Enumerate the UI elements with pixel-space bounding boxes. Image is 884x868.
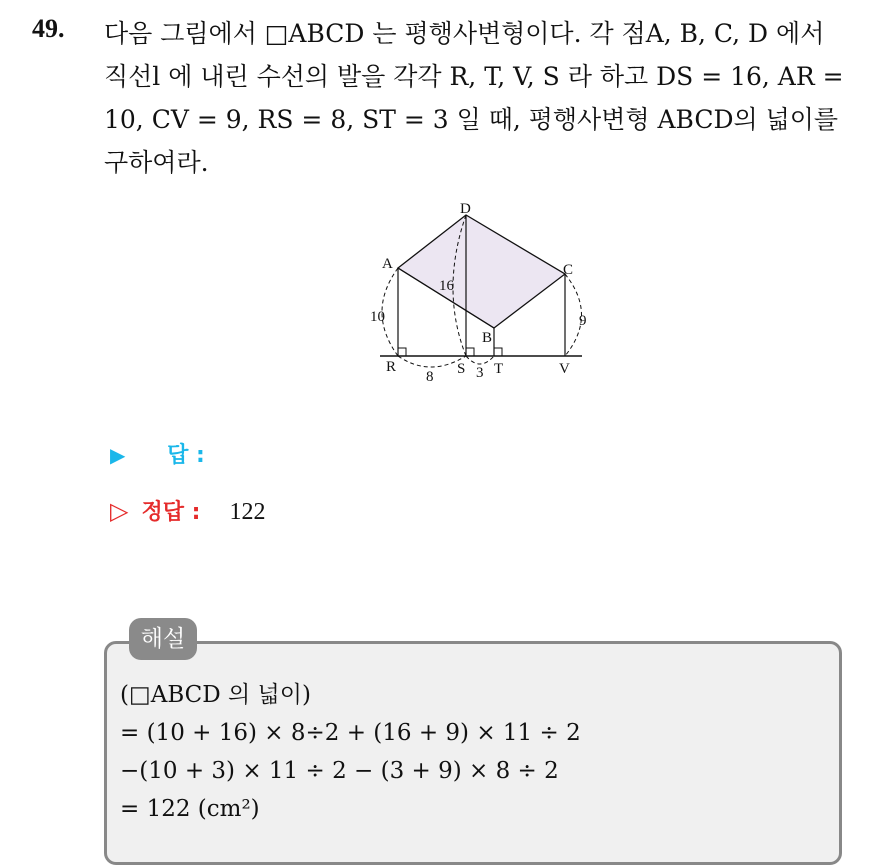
solution-text: [120, 676, 581, 828]
question-line: 구하여라.: [104, 148, 209, 177]
length-RS: 8: [426, 369, 434, 385]
label-T: T: [494, 361, 504, 377]
question-line: 직선l 에 내린 수선의 발을 각각 R, T, V, S 라 하고 DS = 16, AR =: [104, 62, 844, 91]
label-D: D: [460, 201, 471, 217]
solution-line: = (10 + 16) × 8÷2 + (16 + 9) × 11 ÷ 2: [120, 720, 581, 746]
length-CV: 9: [579, 313, 587, 329]
solution-line: −(10 + 3) × 11 ÷ 2 − (3 + 9) × 8 ÷ 2: [120, 758, 559, 784]
answer-row: [110, 438, 205, 469]
question-number: 49.: [32, 14, 65, 43]
label-R: R: [386, 359, 397, 375]
solution-badge: 해설: [129, 618, 197, 660]
label-B: B: [482, 330, 493, 346]
play-icon: ▶: [110, 443, 126, 467]
answer-label: 답 :: [167, 443, 205, 468]
length-AR: 10: [370, 309, 385, 325]
length-ST: 3: [476, 365, 484, 381]
question-line: 10, CV = 9, RS = 8, ST = 3 일 때, 평행사변형 ABCD의 넓이를: [104, 105, 839, 134]
question-line: 다음 그림에서 □ABCD 는 평행사변형이다. 각 점A, B, C, D 에서: [104, 19, 825, 48]
label-S: S: [457, 361, 466, 377]
correct-answer-label: 정답 :: [141, 500, 201, 525]
label-C: C: [563, 262, 574, 278]
solution-line: (□ABCD 의 넓이): [120, 682, 311, 708]
correct-answer-value: 122: [229, 499, 266, 525]
label-V: V: [559, 361, 570, 377]
length-DS: 16: [439, 278, 454, 294]
parallelogram-figure: [0, 0, 884, 420]
parallelogram-shape: [398, 215, 565, 328]
label-A: A: [382, 256, 393, 272]
correct-answer-row: [110, 495, 265, 526]
outline-play-icon: ▷: [110, 497, 129, 525]
solution-line: = 122 (cm²): [120, 796, 260, 822]
